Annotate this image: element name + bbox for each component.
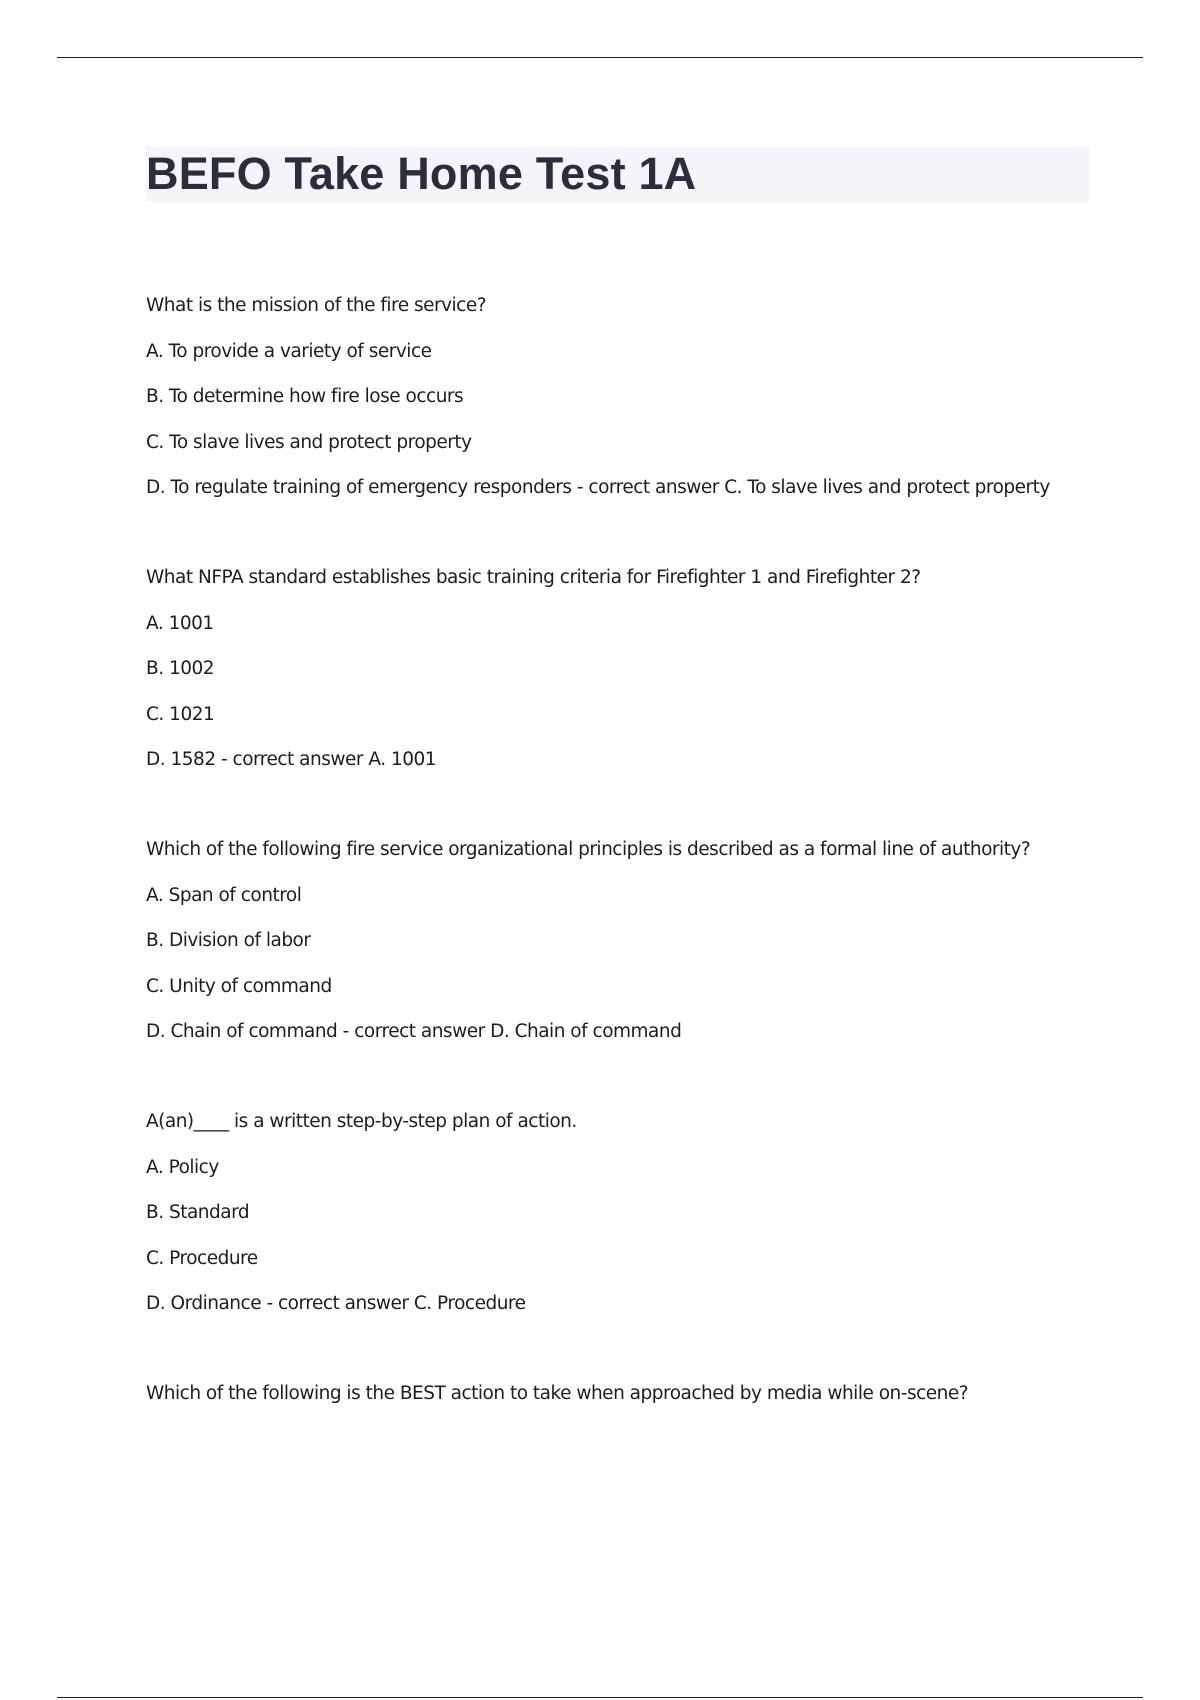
top-rule xyxy=(57,57,1143,58)
question-1 xyxy=(146,291,1106,563)
question-prompt: What NFPA standard establishes basic training criteria for Firefighter 1 and Firefighter 2? xyxy=(146,567,921,588)
question-prompt: What is the mission of the fire service? xyxy=(146,295,487,316)
answer-option-a: A. Policy xyxy=(146,1156,219,1178)
question-3 xyxy=(146,835,1106,1107)
answer-option-d-with-correct-answer: D. To regulate training of emergency responders - correct answer C. To slave lives and protect property xyxy=(146,477,1050,498)
question-prompt: A(an)____ is a written step-by-step plan of action. xyxy=(146,1111,577,1132)
question-prompt: Which of the following fire service organizational principles is described as a formal line of authority? xyxy=(146,839,1031,860)
document-title: BEFO Take Home Test 1A xyxy=(146,148,697,199)
answer-option-b: B. Division of labor xyxy=(146,930,311,951)
answer-option-c: C. To slave lives and protect property xyxy=(146,431,472,453)
answer-option-b: B. Standard xyxy=(146,1202,250,1223)
question-list xyxy=(146,291,1106,1651)
answer-option-d-with-correct-answer: D. Chain of command - correct answer D. Chain of command xyxy=(146,1021,682,1042)
answer-option-b: B. To determine how fire lose occurs xyxy=(146,386,464,407)
answer-option-a: A. To provide a variety of service xyxy=(146,340,432,362)
answer-option-a: A. 1001 xyxy=(146,612,214,634)
question-4 xyxy=(146,1107,1106,1379)
bottom-rule xyxy=(57,1697,1143,1698)
answer-option-b: B. 1002 xyxy=(146,658,215,679)
question-5 xyxy=(146,1379,1106,1651)
answer-option-a: A. Span of control xyxy=(146,884,302,906)
answer-option-c: C. 1021 xyxy=(146,703,215,725)
answer-option-d-with-correct-answer: D. 1582 - correct answer A. 1001 xyxy=(146,749,437,770)
answer-option-c: C. Procedure xyxy=(146,1247,258,1269)
answer-option-c: C. Unity of command xyxy=(146,975,332,997)
question-prompt: Which of the following is the BEST action to take when approached by media while on-scene? xyxy=(146,1383,969,1404)
answer-option-d-with-correct-answer: D. Ordinance - correct answer C. Procedure xyxy=(146,1293,526,1314)
question-2 xyxy=(146,563,1106,835)
